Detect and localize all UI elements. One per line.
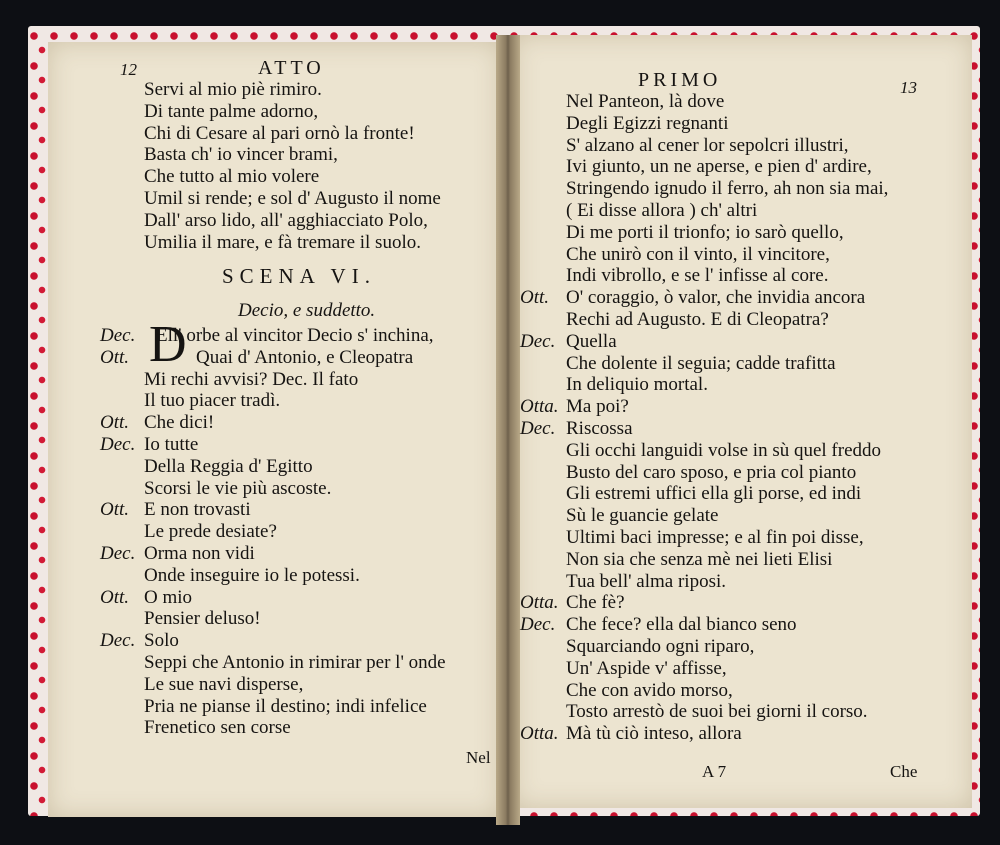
dialogue-line: Pria ne pianse il destino; indi infelice: [144, 695, 427, 717]
speaker-label: Ott.: [100, 346, 130, 368]
speaker-label: Dec.: [100, 325, 136, 346]
dialogue-line: Seppi che Antonio in rimirar per l' onde: [144, 651, 446, 673]
dialogue-line: Ma poi?: [566, 396, 629, 418]
speaker-label: Ott.: [100, 412, 130, 434]
dialogue-line: Ell' orbe al vincitor Decio s' inchina,: [156, 325, 434, 346]
dialogue-line: ( Ei disse allora ) ch' altri: [566, 199, 758, 221]
dialogue-line: Le prede desiate?: [144, 521, 277, 543]
speaker-label: Ott.: [100, 586, 130, 608]
speaker-label: Dec.: [100, 630, 136, 652]
scene-characters: Decio, e suddetto.: [238, 300, 376, 321]
dialogue-line: Sù le guancie gelate: [566, 505, 719, 527]
dialogue-line: Un' Aspide v' affisse,: [566, 657, 727, 679]
dialogue-line: Non sia che senza mè nei lieti Elisi: [566, 548, 833, 570]
dialogue-line: Indi vibrollo, e se l' infisse al core.: [566, 265, 829, 287]
dialogue-line: Rechi ad Augusto. E di Cleopatra?: [566, 308, 829, 330]
dialogue-line: Ivi giunto, un ne aperse, e pien d' ardire,: [566, 156, 872, 178]
dialogue-line: Io tutte: [144, 433, 199, 455]
dialogue-line: Pensier deluso!: [144, 608, 261, 630]
book-gutter: [496, 35, 520, 825]
dialogue-line: Quai d' Antonio, e Cleopatra: [196, 346, 414, 368]
dialogue-line: Che fè?: [566, 592, 625, 614]
speaker-label: Ott.: [520, 287, 550, 309]
dialogue-line: Ultimi baci impresse; e al fin poi disse,: [566, 526, 864, 548]
speaker-label: Dec.: [520, 330, 556, 352]
verse-line: Basta ch' io vincer brami,: [144, 144, 338, 166]
dialogue-line: Nel Panteon, là dove: [566, 91, 725, 112]
dialogue-line: S' alzano al cener lor sepolcri illustri,: [566, 134, 849, 156]
speaker-label: Ott.: [100, 499, 130, 521]
verse-line: Dall' arso lido, all' agghiacciato Polo,: [144, 209, 428, 231]
dialogue-line: Quella: [566, 330, 617, 352]
verse-line: Umil si rende; e sol d' Augusto il nome: [144, 187, 441, 209]
dialogue-line: Tua bell' alma riposi.: [566, 570, 726, 592]
left-page-number: 12: [120, 60, 137, 79]
dialogue-line: Stringendo ignudo il ferro, ah non sia mai,: [566, 178, 889, 200]
left-running-head: ATTO: [258, 57, 325, 79]
dialogue-line: In deliquio mortal.: [566, 374, 708, 396]
right-running-head: PRIMO: [638, 69, 722, 91]
speaker-label: Otta.: [520, 592, 559, 614]
dialogue-line: Le sue navi disperse,: [144, 673, 304, 695]
verse-line: Chi di Cesare al pari ornò la fronte!: [144, 122, 415, 144]
dialogue-line: Mà tù ciò inteso, allora: [566, 723, 742, 745]
dialogue-line: Degli Egizzi regnanti: [566, 112, 729, 134]
dialogue-line: Solo: [144, 630, 179, 652]
signature-mark: A 7: [702, 762, 727, 781]
dialogue-line: Che dolente il seguia; cadde trafitta: [566, 352, 836, 374]
verse-line: Umilia il mare, e fà tremare il suolo.: [144, 231, 421, 253]
right-page-number: 13: [900, 78, 917, 97]
dialogue-line: Gli estremi uffici ella gli porse, ed indi: [566, 483, 862, 505]
verse-line: Che tutto al mio volere: [144, 166, 320, 188]
verse-line: Di tante palme adorno,: [144, 100, 319, 122]
dialogue-line: Scorsi le vie più ascoste.: [144, 477, 332, 499]
dialogue-line: Il tuo piacer tradì.: [144, 390, 281, 412]
speaker-label: Dec.: [520, 417, 556, 439]
dialogue-line: Che dici!: [144, 412, 215, 434]
dialogue-line: Che unirò con il vinto, il vincitore,: [566, 243, 830, 265]
dialogue-line: Squarciando ogni riparo,: [566, 635, 755, 657]
dialogue-line: Riscossa: [566, 417, 633, 439]
dialogue-line: Onde inseguire io le potessi.: [144, 564, 360, 586]
verse-line: Servi al mio piè rimiro.: [144, 79, 322, 100]
speaker-label: Dec.: [100, 542, 136, 564]
scene-title: SCENA VI.: [222, 264, 376, 288]
dialogue-line: Della Reggia d' Egitto: [144, 455, 313, 477]
dialogue-line: E non trovasti: [144, 499, 251, 521]
right-catchword: Che: [890, 762, 918, 781]
dialogue-line: O' coraggio, ò valor, che invidia ancora: [566, 287, 866, 309]
speaker-label: Dec.: [100, 433, 136, 455]
speaker-label: Otta.: [520, 396, 559, 418]
dialogue-line: Che con avido morso,: [566, 679, 733, 701]
left-catchword: Nel: [466, 748, 491, 767]
speaker-label: Otta.: [520, 723, 559, 745]
right-dialogue-block: [520, 91, 888, 745]
left-verse-block: [100, 79, 441, 253]
dialogue-line: O mio: [144, 586, 193, 608]
dialogue-line: Frenetico sen corse: [144, 717, 291, 739]
dialogue-line: Gli occhi languidi volse in sù quel freddo: [566, 439, 882, 461]
left-dialogue-block: [100, 316, 446, 739]
speaker-label: Dec.: [520, 614, 556, 636]
dialogue-line: Tosto arrestò de suoi bei giorni il corso.: [566, 701, 868, 723]
dialogue-line: Mi rechi avvisi? Dec. Il fato: [144, 368, 359, 390]
dialogue-line: Busto del caro sposo, e pria col pianto: [566, 461, 857, 483]
dialogue-line: Di me porti il trionfo; io sarò quello,: [566, 221, 844, 243]
dropcap-letter: D: [149, 316, 187, 373]
dialogue-line: Orma non vidi: [144, 542, 255, 564]
dialogue-line: Che fece? ella dal bianco seno: [566, 614, 797, 636]
